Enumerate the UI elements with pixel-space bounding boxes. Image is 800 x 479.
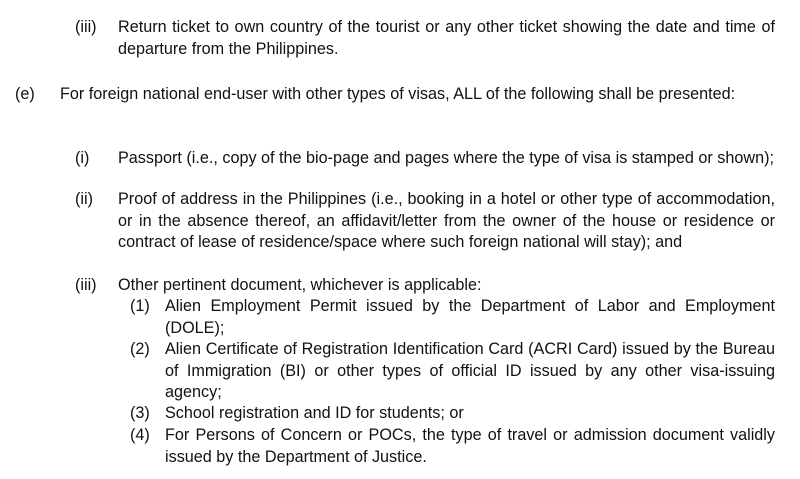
item-text: Proof of address in the Philippines (i.e., booking in a hotel or other type of accommodation, or in the absence thereof, an affidavit/letter from the owner of the house or residence or contract of lease of residence/space where such foreign national will stay); and	[118, 190, 775, 251]
sub-item-label: (3)	[130, 404, 150, 422]
item-text: Passport (i.e., copy of the bio-page and pages where the type of visa is stamped or shown);	[118, 149, 774, 167]
item-text: Other pertinent document, whichever is applicable:	[118, 276, 482, 294]
item-text: For foreign national end-user with other types of visas, ALL of the following shall be presented:	[60, 85, 736, 103]
item-label: (e)	[15, 85, 35, 103]
item-text: Return ticket to own country of the tourist or any other ticket showing the date and time of departure from the Philippines.	[118, 18, 775, 58]
sub-item-text: For Persons of Concern or POCs, the type of travel or admission document validly issued by the Department of Justice.	[165, 426, 775, 466]
sub-item-text: Alien Certificate of Registration Identification Card (ACRI Card) issued by the Bureau of Immigration (BI) or other types of official ID issued by any other visa-issuing agency;	[165, 340, 775, 401]
sub-item-label: (2)	[130, 340, 150, 358]
item-label: (iii)	[75, 18, 97, 36]
item-label: (iii)	[75, 276, 97, 294]
item-label: (ii)	[75, 190, 93, 208]
sub-item-text: School registration and ID for students; or	[165, 404, 464, 422]
item-label: (i)	[75, 149, 90, 167]
sub-item-label: (4)	[130, 426, 150, 444]
sub-item-label: (1)	[130, 297, 150, 315]
sub-item-text: Alien Employment Permit issued by the Department of Labor and Employment (DOLE);	[165, 297, 775, 337]
